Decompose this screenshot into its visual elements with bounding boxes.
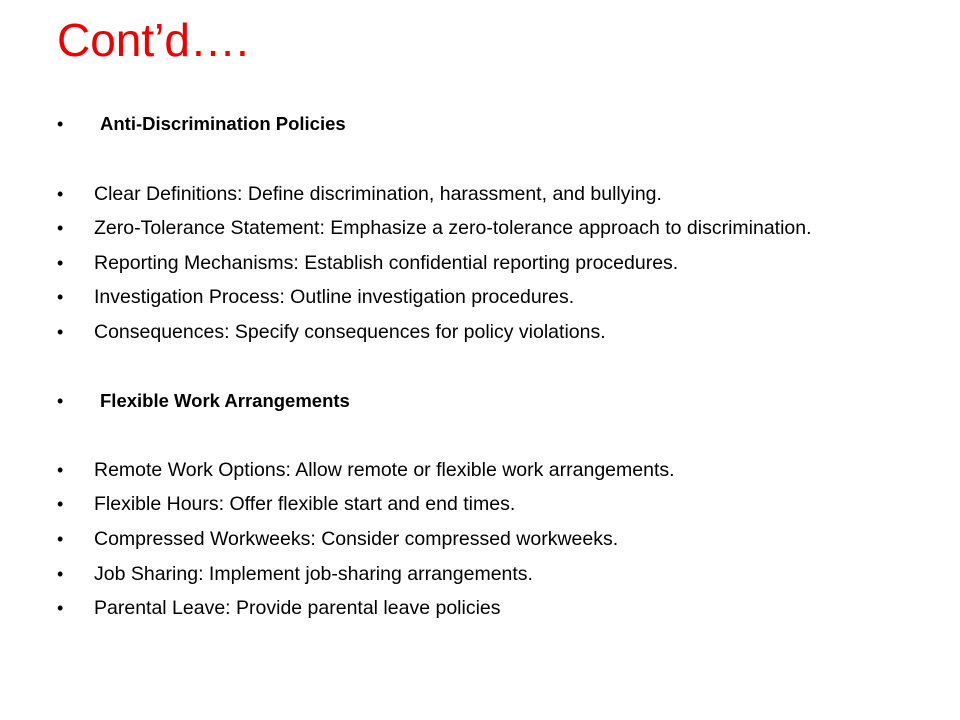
bullet-icon: • bbox=[57, 184, 64, 204]
bullet-icon: • bbox=[57, 494, 64, 514]
section-heading-label: Flexible Work Arrangements bbox=[100, 390, 350, 411]
bullet-icon: • bbox=[57, 564, 64, 584]
section-heading-label: Anti-Discrimination Policies bbox=[100, 113, 346, 134]
list-item-text: Flexible Hours: Offer flexible start and end times. bbox=[94, 493, 516, 515]
list-item-text: Reporting Mechanisms: Establish confidential reporting procedures. bbox=[94, 252, 679, 274]
bullet-icon: • bbox=[57, 253, 64, 273]
bullet-icon: • bbox=[57, 287, 64, 307]
bullet-icon: • bbox=[57, 391, 64, 411]
bullet-icon: • bbox=[57, 218, 64, 238]
bullet-icon: • bbox=[57, 598, 64, 618]
list-item-text: Parental Leave: Provide parental leave policies bbox=[94, 597, 501, 619]
list-item-text: Clear Definitions: Define discrimination, harassment, and bullying. bbox=[94, 183, 662, 205]
list-item-text: Investigation Process: Outline investigation procedures. bbox=[94, 286, 575, 308]
list-item-text: Zero-Tolerance Statement: Emphasize a zero-tolerance approach to discrimination. bbox=[94, 217, 812, 239]
bullet-icon: • bbox=[57, 322, 64, 342]
list-item-text: Compressed Workweeks: Consider compressed workweeks. bbox=[94, 528, 619, 550]
slide-title: Cont’d…. bbox=[57, 14, 249, 66]
list-item-text: Job Sharing: Implement job-sharing arrangements. bbox=[94, 563, 533, 585]
bullet-icon: • bbox=[57, 529, 64, 549]
list-item-text: Remote Work Options: Allow remote or flexible work arrangements. bbox=[94, 459, 675, 481]
list-item-text: Consequences: Specify consequences for policy violations. bbox=[94, 321, 606, 343]
bullet-icon: • bbox=[57, 460, 64, 480]
bullet-icon: • bbox=[57, 114, 64, 134]
